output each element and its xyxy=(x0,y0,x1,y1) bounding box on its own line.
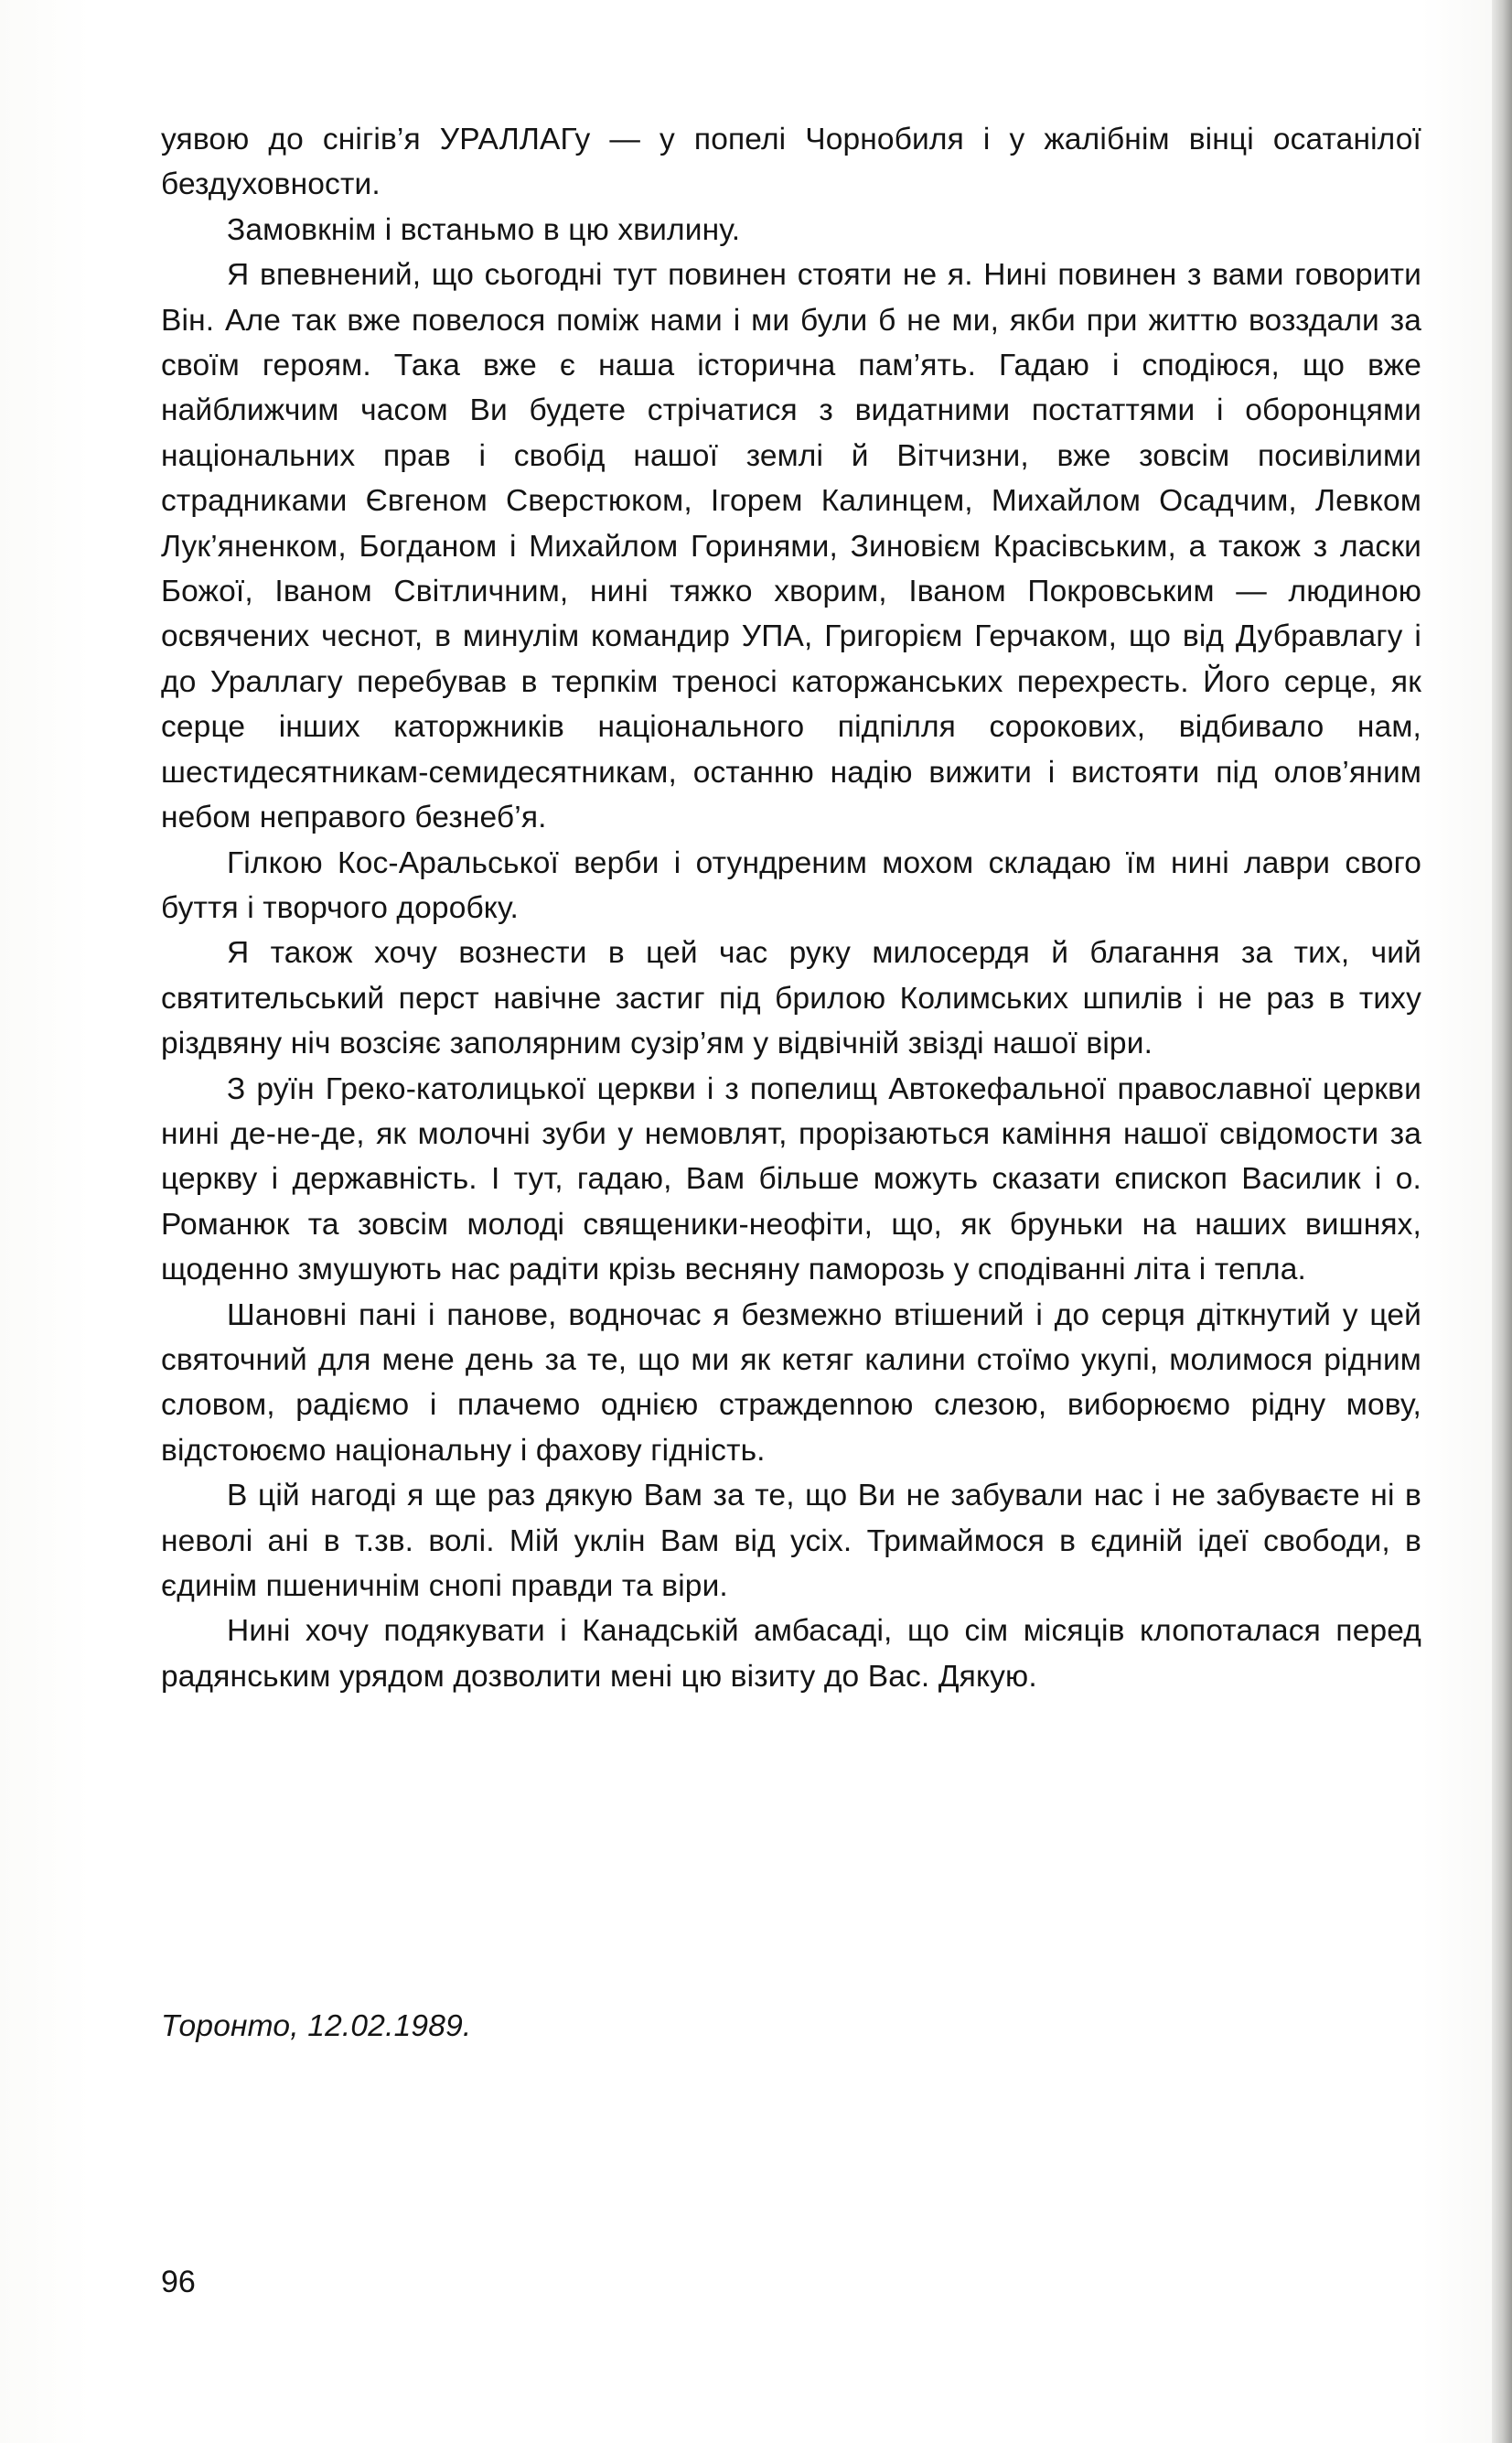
place-date-signature: Торонто, 12.02.1989. xyxy=(161,2009,472,2043)
paragraph-2: Замовкнім і встаньмо в цю хвилину. xyxy=(227,212,741,247)
paragraph-4: Гілкою Кос-Аральської верби і отундреним мохом складаю їм нині лаври свого буття і творчого доробку. xyxy=(161,845,1421,925)
paragraph-3: Я впевнений, що сьогодні тут повинен стояти не я. Нині повинен з вами говорити Він. Але так вже повелося поміж нами і ми були б не ми, якби при життю возздали за своїм героям. Така вже є наша історична пам’ять. Гадаю і сподіюся, що вже найближчим часом Ви будете стрічатися з видатними постаттями і оборонцями національних прав і свобід нашої землі й Вітчизни, вже зовсім посивілими страдниками Євгеном Сверстюком, Ігорем Калинцем, Михайлом Осадчим, Левком Лук’яненком, Богданом і Михайлом Горинями, Зиновієм Красівським, а також з ласки Божої, Іваном Світличним, нині тяжко хворим, Іваном Покровським — людиною освячених чеснот, в минулім командир УПА, Григорієм Герчаком, що від Дубравлагу і до Ураллагу перебував в терпкім треносі каторжанських перехресть. Його серце, як серце інших каторжників національного підпілля сорокових, відбивало нам, шестидесятникам-семидесятникам, останню надію вижити і вистояти під олов’яним небом неправого безнеб’я. xyxy=(161,258,1421,835)
paragraph-7: Шановні пані і панове, водночас я безмежно втішений і до серця діткнутий у цей святочний для мене день за те, що ми як кетяг калини стоїмо укупі, молимося рідним словом, радіємо і плачемо однією страждennою слезою, виборюємо рідну мову, відстоюємо національну і фахову гідність. xyxy=(161,1297,1421,1468)
page-number: 96 xyxy=(161,2265,196,2299)
paragraph-1: уявою до снігів’я УРАЛЛАГу — у попелі Чорнобиля і у жалібнім вінці осатанілої бездуховности. xyxy=(161,123,1421,202)
body-text xyxy=(161,117,1421,1699)
paragraph-5: Я також хочу вознести в цей час руку милосердя й благання за тих, чий святительський перст навічне застиг під брилою Колимських шпилів і не раз в тиху різдвяну ніч возсіяє заполярним сузір’ям у відвічній звізді нашої віри. xyxy=(161,936,1421,1061)
paragraph-8: В цій нагоді я ще раз дякую Вам за те, що Ви не забували нас і не забуваєте ні в неволі ані в т.зв. волі. Мій уклін Вам від усіх. Тримаймося в єдиній ідеї свободи, в єдинім пшеничнім снопі правди та віри. xyxy=(161,1479,1421,1603)
paragraph-9: Нині хочу подякувати і Канадській амбасаді, що сім місяців клопоталася перед радянським урядом дозволити мені цю візиту до Вас. Дякую. xyxy=(161,1614,1421,1694)
paragraph-6: З руїн Греко-католицької церкви і з попелищ Автокефальної православної церкви нині де-не-де, як молочні зуби у немовлят, прорізаються каміння нашої свідомости за церкву і державність. І тут, гадаю, Вам більше можуть сказати єпископ Василик і о. Романюк та зовсім молоді священики-неофіти, що, як бруньки на наших вишнях, щоденно змушують нас радіти крізь весняну паморозь у сподіванні літа і тепла. xyxy=(161,1071,1421,1287)
page-edge-shadow xyxy=(1492,0,1512,2443)
